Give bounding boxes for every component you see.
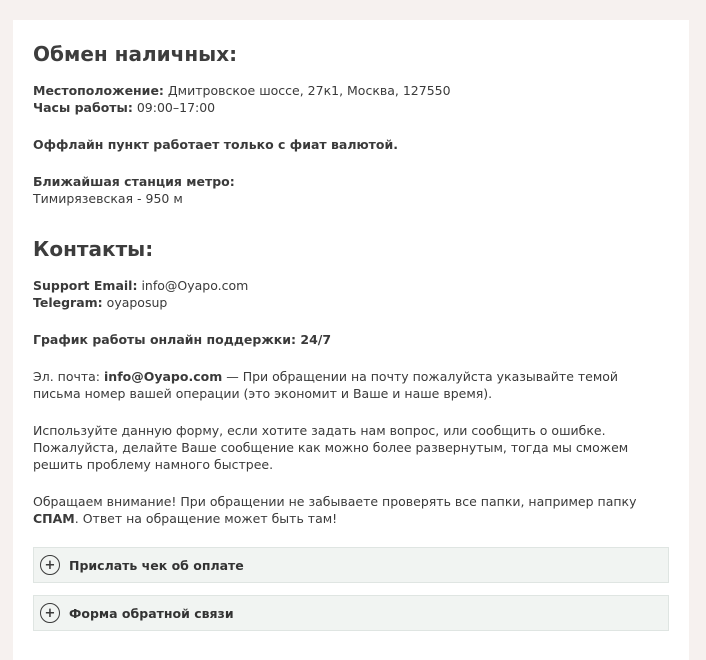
mail-note: Эл. почта: info@Oyapo.com — При обращении на почту пожалуйста указывайте темой письма номер вашей операции (это экономит и Ваше и наше время). — [33, 369, 619, 401]
plus-circle-icon: + — [40, 603, 60, 623]
attention-note: Обращаем внимание! При обращении не забываете проверять все папки, например папку СПАМ. Ответ на обращение может быть там! — [33, 494, 637, 526]
accordion-feedback-form[interactable] — [33, 595, 669, 631]
mail-address-link[interactable]: info@Oyapo.com — [104, 369, 223, 384]
accordion-send-receipt[interactable] — [33, 547, 669, 583]
email-label: Support Email: — [33, 278, 138, 293]
contacts-title: Контакты: — [33, 237, 154, 261]
location-line — [33, 82, 669, 99]
hours-value: 09:00–17:00 — [136, 100, 216, 115]
support-schedule: График работы онлайн поддержки: 24/7 — [33, 332, 332, 347]
metro-value: Тимирязевская - 950 м — [33, 191, 183, 206]
email-line — [33, 277, 669, 294]
accordion-label: Прислать чек об оплате — [69, 557, 244, 573]
offline-title: Обмен наличных: — [33, 42, 238, 66]
fiat-note: Оффлайн пункт работает только с фиат валютой. — [33, 137, 398, 152]
metro-label: Ближайшая станция метро: — [33, 174, 235, 189]
location-value: Дмитровское шоссе, 27к1, Москва, 127550 — [167, 83, 451, 98]
form-note: Используйте данную форму, если хотите задать нам вопрос, или сообщить о ошибке. Пожалуйста, делайте Ваше сообщение как можно более развернутым, тогда мы сможем решить проблему намного быстрее. — [33, 423, 629, 472]
hours-label: Часы работы: — [33, 100, 133, 115]
hours-line — [33, 99, 669, 116]
telegram-line — [33, 294, 669, 311]
location-label: Местоположение: — [33, 83, 164, 98]
contacts-card — [13, 20, 689, 660]
plus-circle-icon: + — [40, 555, 60, 575]
telegram-label: Telegram: — [33, 295, 103, 310]
telegram-value[interactable]: oyaposup — [106, 295, 168, 310]
email-value[interactable]: info@Oyapo.com — [141, 278, 249, 293]
accordion-label: Форма обратной связи — [69, 605, 234, 621]
